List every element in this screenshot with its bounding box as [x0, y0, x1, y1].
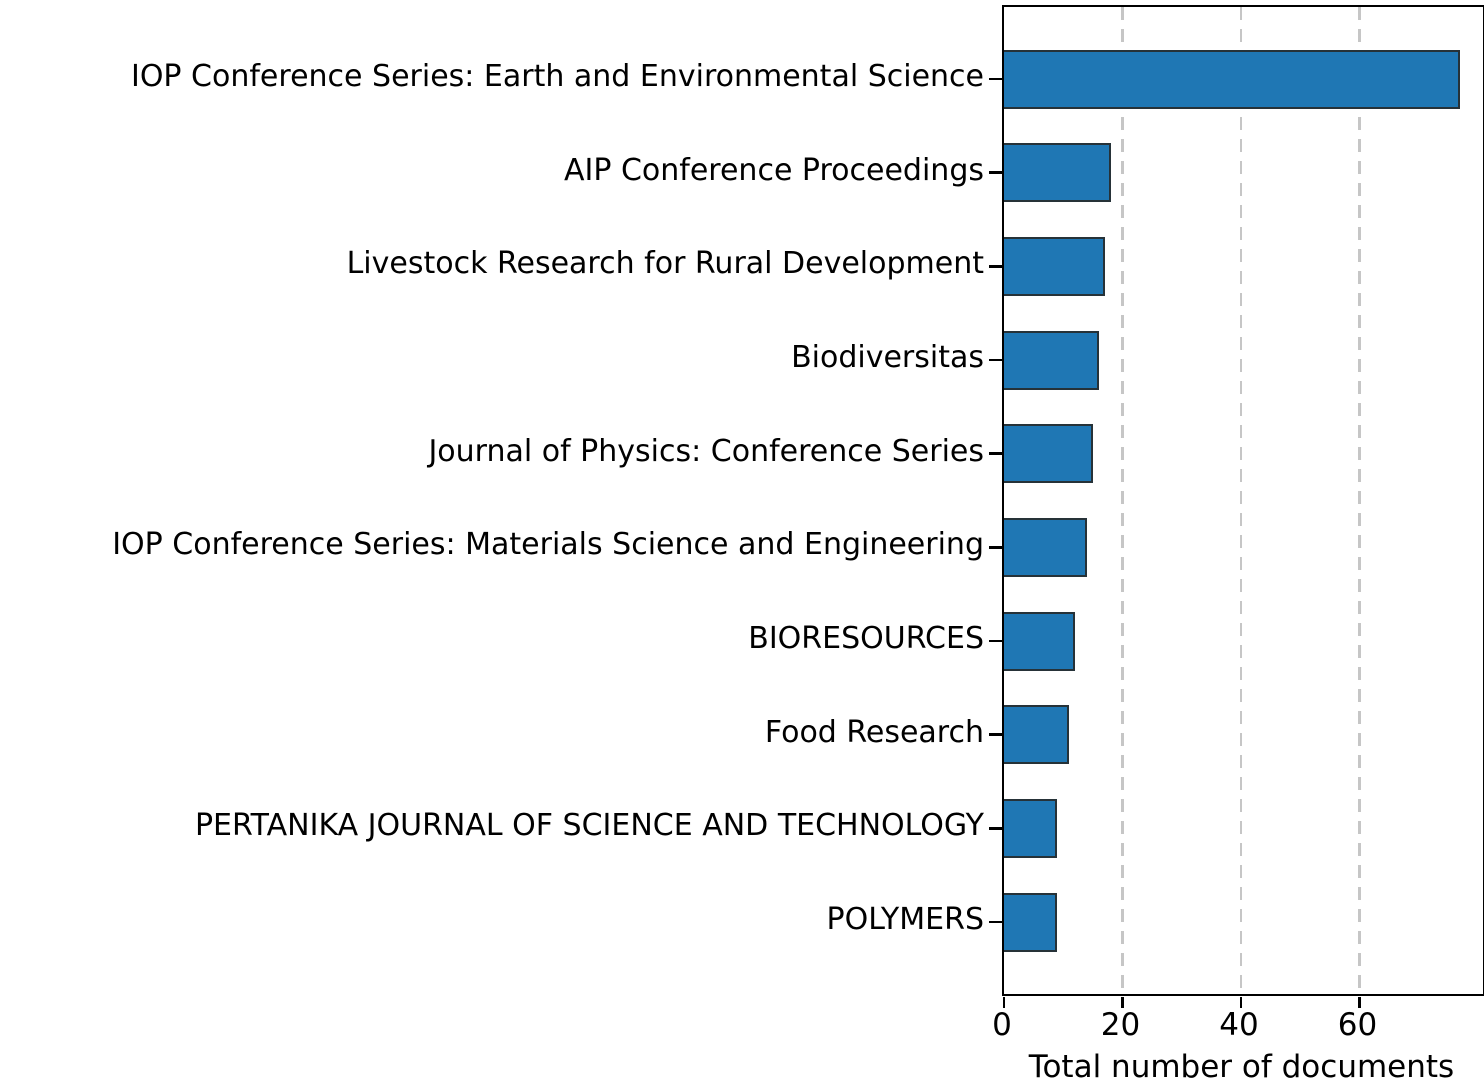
bar-3 [1004, 331, 1099, 390]
bar-5 [1004, 518, 1087, 577]
x-tick-label-40: 40 [1219, 1007, 1259, 1043]
y-tick-mark-0 [989, 78, 1002, 81]
y-tick-mark-9 [989, 921, 1002, 924]
x-axis-label: Total number of documents [1028, 1049, 1455, 1085]
plot-area [1002, 5, 1484, 996]
y-tick-mark-1 [989, 171, 1002, 174]
x-tick-label-20: 20 [1100, 1007, 1141, 1043]
category-label-1: AIP Conference Proceedings [563, 152, 984, 188]
bar-0 [1004, 50, 1460, 109]
x-tick-label-60: 60 [1337, 1007, 1378, 1043]
category-label-6: BIORESOURCES [748, 621, 984, 656]
bar-6 [1004, 612, 1075, 671]
y-tick-mark-3 [989, 359, 1002, 362]
y-tick-mark-6 [989, 640, 1002, 643]
bar-2 [1004, 237, 1105, 296]
gridline-x-60 [1358, 7, 1361, 994]
y-tick-mark-7 [989, 733, 1002, 736]
y-tick-mark-8 [989, 827, 1002, 830]
category-label-8: PERTANIKA JOURNAL OF SCIENCE AND TECHNOLOGY [194, 808, 984, 844]
category-label-7: Food Research [764, 714, 984, 750]
category-label-9: POLYMERS [826, 902, 984, 937]
bar-7 [1004, 705, 1069, 764]
x-tick-mark-60 [1358, 997, 1361, 1008]
bar-8 [1004, 799, 1057, 858]
bar-9 [1004, 893, 1057, 952]
x-tick-mark-40 [1240, 997, 1243, 1008]
category-label-0: IOP Conference Series: Earth and Environmental Science [130, 59, 984, 94]
y-tick-mark-4 [989, 452, 1002, 455]
category-label-3: Biodiversitas [791, 340, 984, 375]
bar-1 [1004, 143, 1111, 202]
category-label-4: Journal of Physics: Conference Series [428, 433, 984, 469]
x-tick-mark-0 [1003, 997, 1006, 1008]
x-tick-label-0: 0 [992, 1007, 1012, 1043]
y-tick-mark-5 [989, 546, 1002, 549]
category-label-2: Livestock Research for Rural Development [346, 246, 984, 282]
y-tick-mark-2 [989, 265, 1002, 268]
category-label-5: IOP Conference Series: Materials Science and Engineering [112, 527, 984, 563]
x-tick-mark-20 [1121, 997, 1124, 1008]
bar-4 [1004, 424, 1093, 483]
gridline-x-40 [1240, 7, 1243, 994]
gridline-x-20 [1121, 7, 1124, 994]
